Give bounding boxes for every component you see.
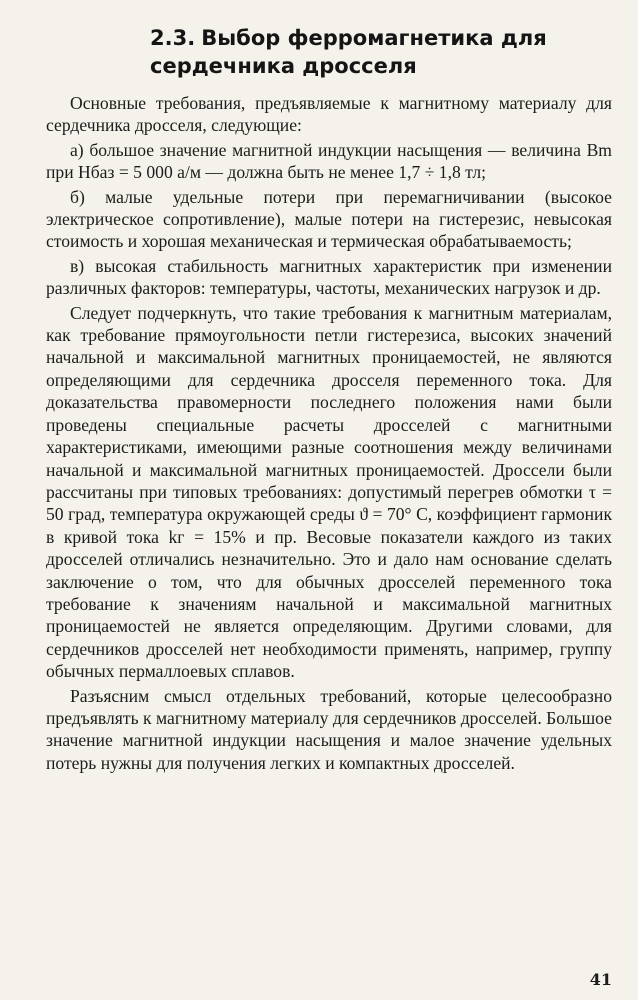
paragraph-discussion: Следует подчеркнуть, что такие требования к магнитным материалам, как требование прямоугольности петли гистерезиса, высоких значений начальной и максимальной магнитных проницаемостей, не являются определяющими для сердечника дросселя переменного тока. Для доказательства правомерности последнего положения нами были проведены специальные расчеты дросселей с магнитными характеристиками, имеющими разные соотношения между величинами начальной и максимальной магнитных проницаемостей. Дроссели были рассчитаны при типовых требованиях: допустимый перегрев обмотки τ = 50 град, температура окружающей среды ϑ = 70° С, коэффициент гармоник в кривой тока kг = 15% и пр. Весовые показатели каждого из таких дросселей отличались незначительно. Это и дало нам основание сделать заключение о том, что для обычных дросселей переменного тока требование к значениям начальной и максимальной магнитных проницаемостей не является определяющим. Другими словами, для сердечников дросселей нет необходимости применять, например, группу обычных пермаллоевых сплавов. [46, 302, 612, 682]
paragraph-intro: Основные требования, предъявляемые к магнитному материалу для сердечника дросселя, следующие: [46, 93, 612, 136]
paragraph-explanation: Разъясним смысл отдельных требований, которые целесообразно предъявлять к магнитному материалу для сердечников дросселей. Большое значение магнитной индукции насыщения и малое значение удельных потерь нужны для получения легких и компактных дросселей. [46, 685, 612, 773]
paragraph-requirement-a: а) большое значение магнитной индукции насыщения — величина Bm при Hбаз = 5 000 а/м — должна быть не менее 1,7 ÷ 1,8 тл; [46, 139, 612, 183]
section-heading [150, 24, 590, 80]
paragraph-requirement-c: в) высокая стабильность магнитных характеристик при изменении различных факторов: температуры, частоты, механических нагрузок и др. [46, 255, 612, 299]
paragraph-requirement-b: б) малые удельные потери при перемагничивании (высокое электрическое сопротивление), малые потери на гистерезис, невысокая стоимость и хорошая механическая и термическая обрабатываемость; [46, 186, 612, 252]
page-number: 41 [589, 970, 612, 989]
body-text [46, 92, 612, 774]
section-title: Выбор ферромагнетика для сердечника дросселя [150, 26, 547, 78]
section-number: 2.3. [150, 26, 196, 50]
